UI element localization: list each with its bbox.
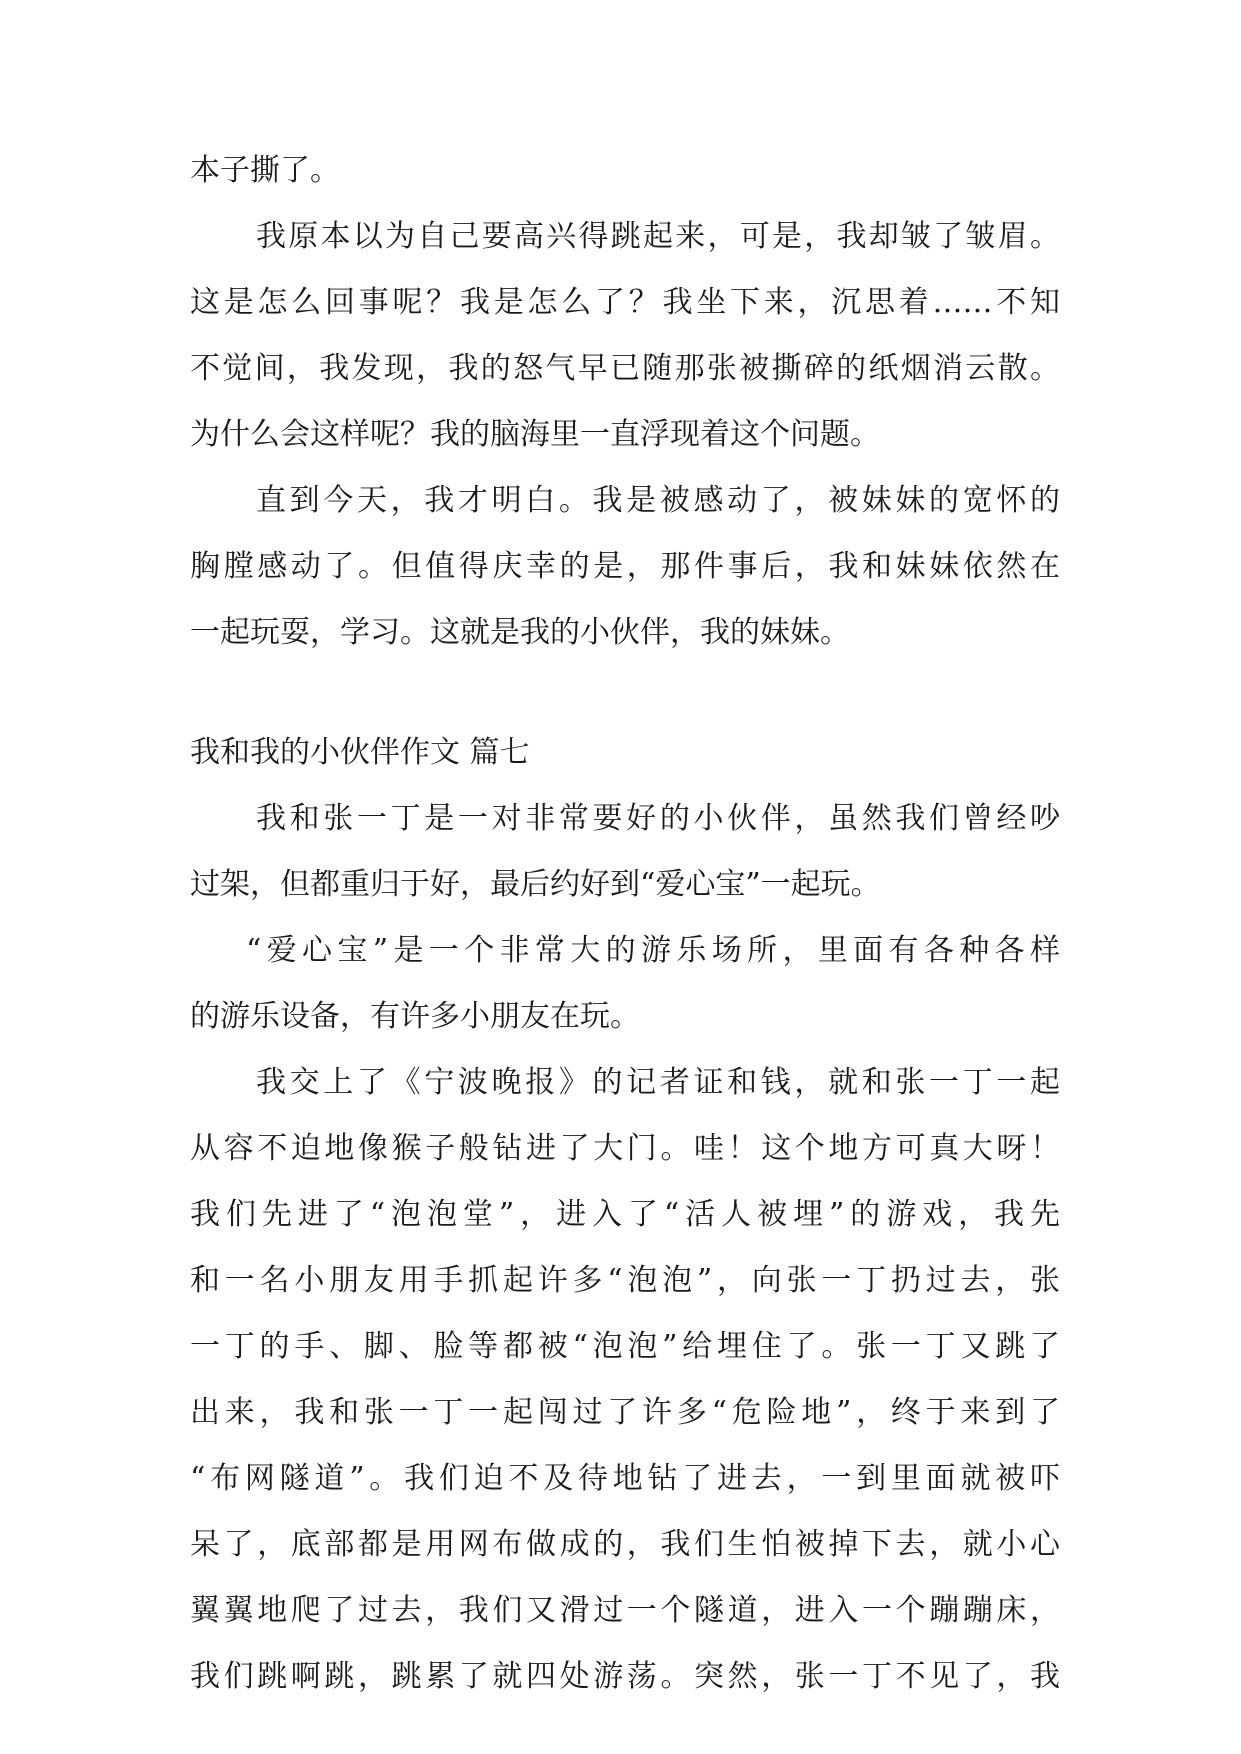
paragraph-1-line: 我原本以为自己要高兴得跳起来，可是，我却皱了皱眉。	[256, 219, 1060, 254]
paragraph-5-line: 一丁的手、脚、脸等都被“泡泡”给埋住了。张一丁又跳了	[190, 1329, 1060, 1364]
paragraph-5-line: 翼翼地爬了过去，我们又滑过一个隧道，进入一个蹦蹦床，	[190, 1593, 1060, 1628]
paragraph-1-line: 这是怎么回事呢？我是怎么了？我坐下来，沉思着……不知	[190, 285, 1060, 320]
paragraph-5-line: 和一名小朋友用手抓起许多“泡泡”，向张一丁扔过去，张	[190, 1263, 1060, 1298]
paragraph-1-line: 为什么会这样呢？我的脑海里一直浮现着这个问题。	[190, 417, 880, 452]
paragraph-5-line: 我交上了《宁波晚报》的记者证和钱，就和张一丁一起	[256, 1065, 1060, 1100]
section-title: 我和我的小伙伴作文 篇七	[190, 735, 530, 770]
paragraph-5-line: 我们跳啊跳，跳累了就四处游荡。突然，张一丁不见了，我	[190, 1659, 1060, 1694]
paragraph-5-line: 出来，我和张一丁一起闯过了许多“危险地”，终于来到了	[190, 1395, 1060, 1430]
paragraph-3-line: 我和张一丁是一对非常要好的小伙伴，虽然我们曾经吵	[256, 801, 1060, 836]
paragraph-5-line: 我们先进了“泡泡堂”，进入了“活人被埋”的游戏，我先	[190, 1197, 1060, 1232]
paragraph-3-line: 过架，但都重归于好，最后约好到“爱心宝”一起玩。	[190, 867, 881, 902]
paragraph-tail-line: 本子撕了。	[190, 153, 340, 188]
paragraph-5-line: 从容不迫地像猴子般钻进了大门。哇！这个地方可真大呀！	[190, 1131, 1060, 1166]
paragraph-4-line: 的游乐设备，有许多小朋友在玩。	[190, 999, 640, 1034]
paragraph-2-line: 胸膛感动了。但值得庆幸的是，那件事后，我和妹妹依然在	[190, 549, 1060, 584]
paragraph-5-line: “布网隧道”。我们迫不及待地钻了进去，一到里面就被吓	[190, 1461, 1060, 1496]
paragraph-2-line: 直到今天，我才明白。我是被感动了，被妹妹的宽怀的	[256, 483, 1060, 518]
paragraph-2-line: 一起玩耍，学习。这就是我的小伙伴，我的妹妹。	[190, 615, 850, 650]
paragraph-1-line: 不觉间，我发现，我的怒气早已随那张被撕碎的纸烟消云散。	[190, 351, 1060, 386]
paragraph-4-line: “爱心宝”是一个非常大的游乐场所，里面有各种各样	[246, 933, 1060, 968]
paragraph-5-line: 呆了，底部都是用网布做成的，我们生怕被掉下去，就小心	[190, 1527, 1060, 1562]
